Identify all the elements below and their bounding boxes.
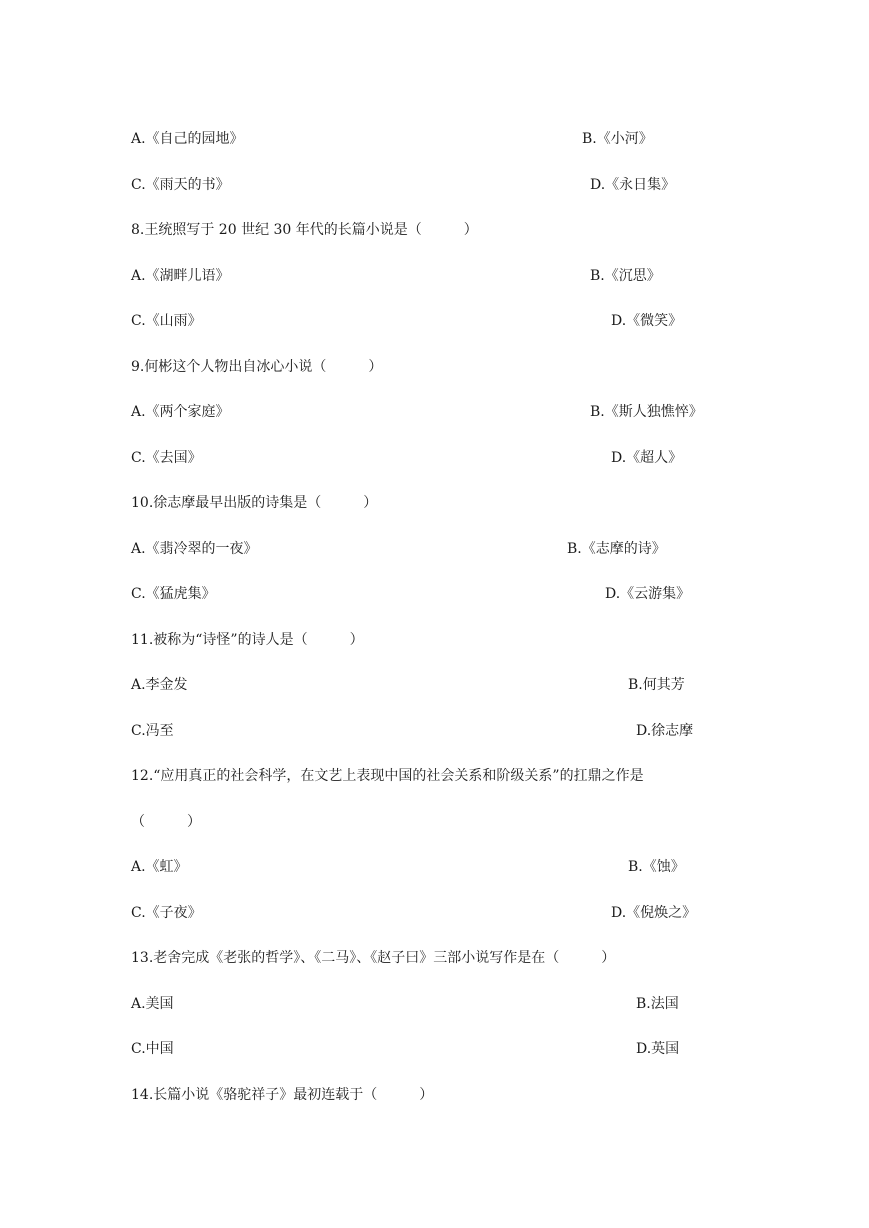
question-10: 10.徐志摩最早出版的诗集是（ ） — [131, 495, 378, 511]
q10-option-a: A.《翡冷翠的一夜》 — [131, 541, 258, 557]
q11-option-b: B.何其芳 — [628, 677, 685, 693]
question-11: 11.被称为“诗怪”的诗人是（ ） — [131, 632, 364, 648]
q7-option-c: C.《雨天的书》 — [131, 177, 230, 193]
question-9: 9.何彬这个人物出自冰心小说（ ） — [131, 359, 383, 375]
q10-option-d: D.《云游集》 — [605, 586, 691, 602]
q13-option-a: A.美国 — [131, 996, 174, 1012]
question-12: 12.“应用真正的社会科学，在文艺上表现中国的社会关系和阶级关系”的扛鼎之作是 — [131, 768, 644, 784]
q7-option-d: D.《永日集》 — [590, 177, 676, 193]
question-14: 14.长篇小说《骆驼祥子》最初连载于（ ） — [131, 1087, 434, 1103]
q9-option-b: B.《斯人独憔悴》 — [590, 404, 703, 420]
q9-option-d: D.《超人》 — [611, 450, 683, 466]
q9-option-a: A.《两个家庭》 — [131, 404, 230, 420]
q11-option-a: A.李金发 — [131, 677, 188, 693]
question-8: 8.王统照写于 20 世纪 30 年代的长篇小说是（ ） — [131, 222, 478, 238]
q11-option-d: D.徐志摩 — [636, 723, 694, 739]
q12-option-a: A.《虹》 — [131, 859, 188, 875]
q12-option-b: B.《蚀》 — [628, 859, 685, 875]
q12-option-c: C.《子夜》 — [131, 905, 202, 921]
q8-option-b: B.《沉思》 — [590, 268, 661, 284]
q12-option-d: D.《倪焕之》 — [611, 905, 697, 921]
q7-option-b: B.《小河》 — [582, 131, 653, 147]
q13-option-c: C.中国 — [131, 1041, 174, 1057]
q11-option-c: C.冯至 — [131, 723, 174, 739]
q8-option-d: D.《微笑》 — [611, 313, 683, 329]
q13-option-b: B.法国 — [636, 996, 679, 1012]
q9-option-c: C.《去国》 — [131, 450, 202, 466]
q7-option-a: A.《自己的园地》 — [131, 131, 244, 147]
q13-option-d: D.英国 — [636, 1041, 680, 1057]
question-13: 13.老舍完成《老张的哲学》、《二马》、《赵子曰》三部小说写作是在（ ） — [131, 950, 616, 966]
question-12-blank: （ ） — [131, 814, 201, 830]
q8-option-c: C.《山雨》 — [131, 313, 202, 329]
q10-option-b: B.《志摩的诗》 — [567, 541, 666, 557]
q10-option-c: C.《猛虎集》 — [131, 586, 216, 602]
q8-option-a: A.《湖畔儿语》 — [131, 268, 230, 284]
